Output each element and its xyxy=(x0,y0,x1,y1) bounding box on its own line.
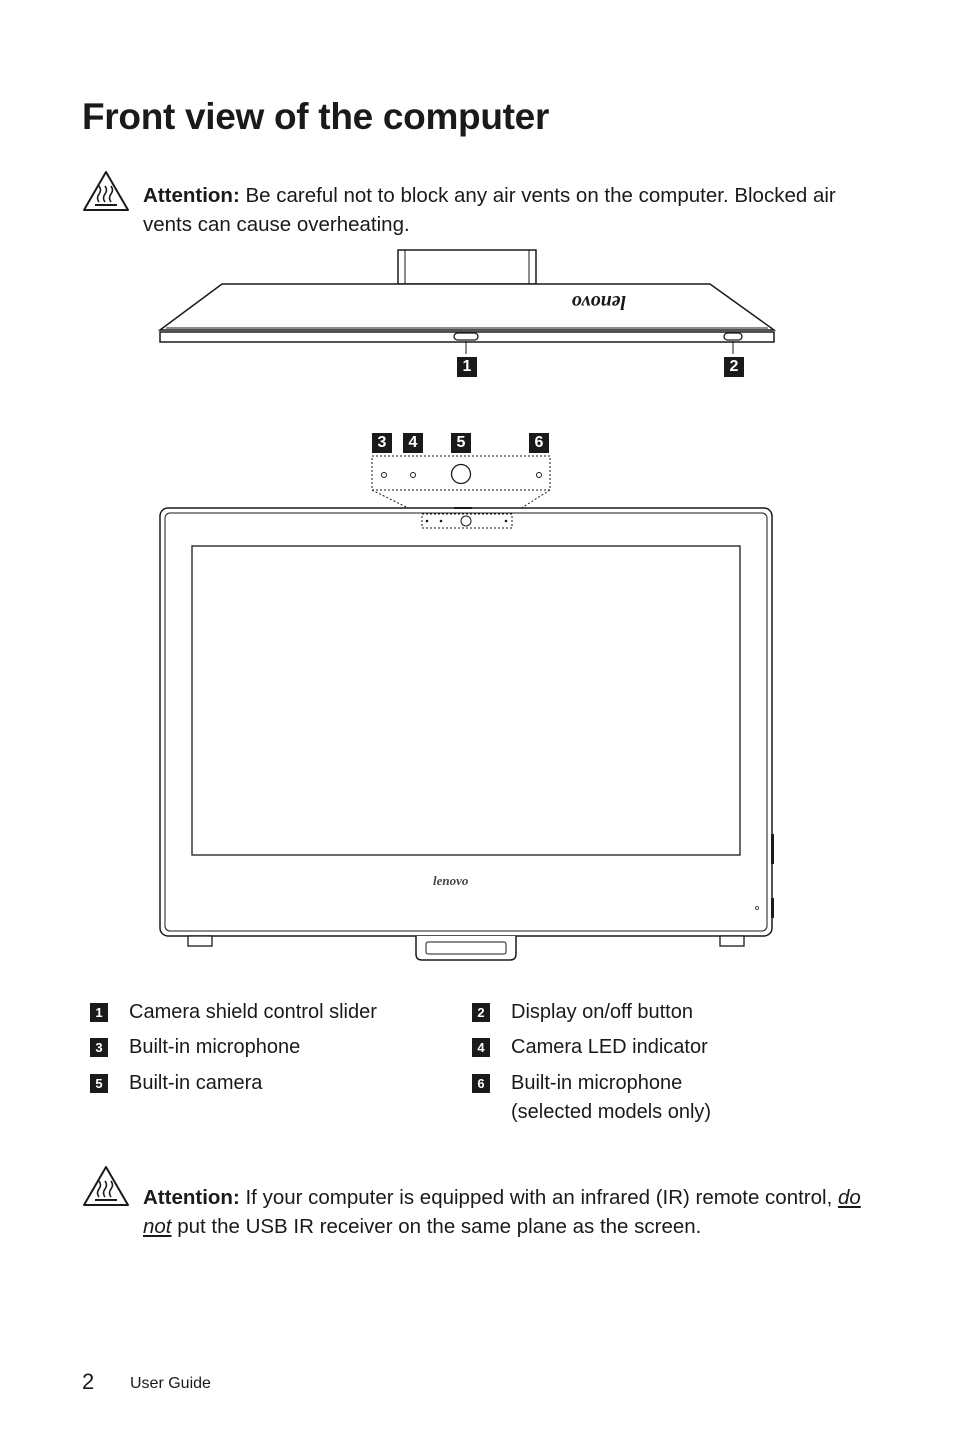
legend-number: 4 xyxy=(472,1038,490,1057)
legend-text: Built-in microphone xyxy=(129,1036,301,1058)
attention-text: Be careful not to block any air vents on the computer. Blocked air vents can cause overheating. xyxy=(143,184,836,236)
legend-number: 6 xyxy=(472,1074,490,1093)
lenovo-logo-front: lenovo xyxy=(433,873,469,888)
callout-3: 3 xyxy=(372,433,392,453)
attention-text: put the USB IR receiver on the same plane as the screen. xyxy=(171,1215,702,1238)
attention-emphasis: do not xyxy=(143,1186,861,1238)
attention-label: Attention: xyxy=(143,1186,240,1209)
legend-text: Camera LED indicator xyxy=(511,1036,708,1058)
front-view-diagram xyxy=(150,428,790,968)
legend-text: Display on/off button xyxy=(511,1001,693,1023)
legend-number: 2 xyxy=(472,1003,490,1022)
hot-surface-warning-icon xyxy=(82,1165,130,1209)
page-number: 2 xyxy=(82,1369,95,1394)
attention-text: If your computer is equipped with an infrared (IR) remote control, xyxy=(239,1186,838,1209)
legend-number: 3 xyxy=(90,1038,108,1057)
callout-5: 5 xyxy=(451,433,471,453)
legend-text: Camera shield control slider xyxy=(129,1001,377,1023)
footer-label: User Guide xyxy=(130,1375,211,1392)
callout-4: 4 xyxy=(403,433,423,453)
callout-1: 1 xyxy=(457,357,477,377)
legend-number: 1 xyxy=(90,1003,108,1022)
legend-text: Built-in camera xyxy=(129,1072,263,1094)
page-title: Front view of the computer xyxy=(82,96,550,137)
hot-surface-warning-icon xyxy=(82,170,130,214)
callout-2: 2 xyxy=(724,357,744,377)
lenovo-logo: lenovo xyxy=(571,291,626,313)
attention-label: Attention: xyxy=(143,184,240,207)
legend-number: 5 xyxy=(90,1074,108,1093)
attention-note-air-vents xyxy=(143,181,873,239)
callout-6: 6 xyxy=(529,433,549,453)
attention-note-ir-receiver xyxy=(143,1183,873,1241)
legend-text: Built-in microphone (selected models only) xyxy=(511,1072,712,1123)
